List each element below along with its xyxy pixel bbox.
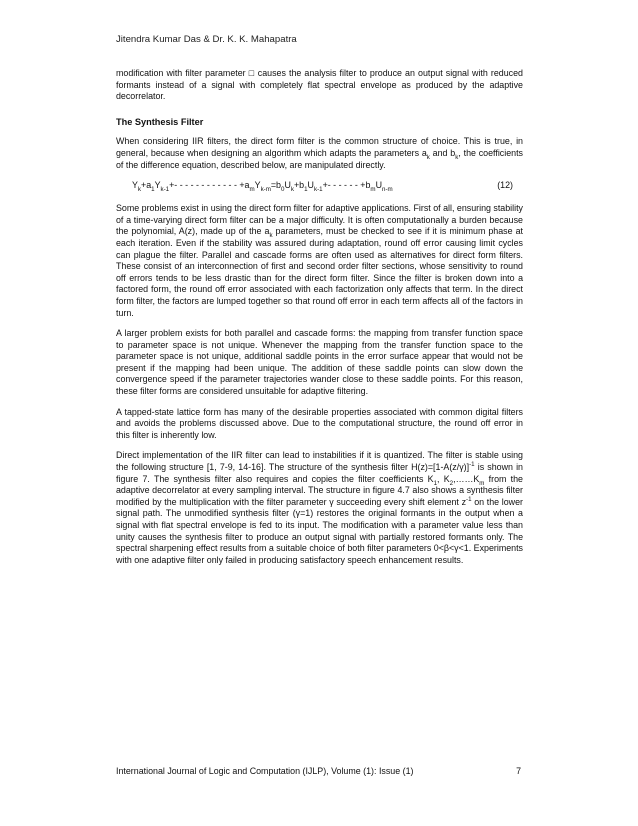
equation-body: $Y_k+a_1Y_{k-1}+-$ - - - - - - - - - - - $+a_mY_{k-m}=b_0U_k+b_1U_{k-1}+-$ - - - - - $+b_mU_{n-m}$ [132, 180, 393, 193]
paragraph-direct-form [116, 136, 523, 171]
paragraph-mapping: A larger problem exists for both parallel and cascade forms: the mapping from transfer function space to parameter space is not unique. Whenever the mapping from the transfer function space to the parameter space is not unique, additional saddle points in the error surface appear that would not be present if the mapping had been unique. The addition of these saddle points can slow down the convergence speed if the parameter trajectories wander close to these saddle points. For this reason, these filter forms are considered unsuitable for adaptive filtering. [116, 328, 523, 397]
para2-sub-k: k [269, 232, 273, 240]
para2-text-a: Some problems exist in using the direct form filter for adaptive applications. First of all, ensuring stability of a time-varying direct form filter can be a major difficulty. It is often computationally a burden because the polynomial, A(z), made up of the a [116, 203, 523, 237]
para5-sub-2: 2 [449, 479, 454, 487]
footer-journal: International Journal of Logic and Computation (IJLP), Volume (1): Issue (1) [116, 766, 414, 776]
para5-sup-inverse: -1 [469, 461, 475, 469]
para5-text-f: on the lower signal path. The unmodified synthesis filter (γ=1) restores the original formants in the output when a signal with flat spectral envelope is fed to its input. The modification with a parameter value less than unity causes the synthesis filter to produce an output signal with partially restored formants only. The spectral sharpening effect results from a suitable choice of both filter parameters 0<β<γ<1. Experiments with one adaptive filter only failed in producing satisfactory speech enhancement results. [116, 496, 523, 565]
para2-text-b: parameters, must be checked to see if it is minimum phase at each iteration. Even if the stability was assured during adaptation, round off error causing limit cycles can plague the filter. Parallel and cascade forms are often used as alternatives for direct form filters. These consist of an interconnection of first and second order filter sections, whose sensitivity to round off errors tends to be less drastic than for the direct form filter. Since the filter is broken down into a factored form, the round off error associated with each factorization only affects that term. In the direct form filter, the factors are lumped together so that round off error in each term affects all of the factors in turn. [116, 226, 523, 318]
para5-text-b: is shown in figure 7. The synthesis filter also requires and copies the filter coefficients K [116, 462, 523, 484]
para5-sub-m: m [479, 479, 485, 487]
para5-sup-z: -1 [466, 495, 472, 503]
para1-text-c: , the coefficients of the difference equation, described below, are manipulated directly. [116, 147, 523, 170]
para1-sub-k: k [426, 153, 430, 161]
intro-text-end: causes the analysis filter to produce an output signal with reduced formants instead of a signal with completely flat spectral envelope as produced by the adaptive decorrelator. [116, 68, 523, 102]
equation-12 [116, 180, 523, 192]
paragraph-stability [116, 203, 523, 319]
paragraph-implementation [116, 450, 523, 566]
para5-sub-1: 1 [433, 479, 438, 487]
running-footer [116, 766, 521, 776]
para1-text-a: When considering IIR filters, the direct form filter is the common structure of choice. This is true, in general, because when designing an algorithm which adapts the parameters a [116, 136, 523, 158]
running-header [116, 34, 297, 45]
para5-text-c: , K [437, 473, 450, 484]
para5-text-a: Direct implementation of the IIR filter can lead to instabilities if it is quantized. The filter is stable using the following structure [1, 7-9, 14-16]. The structure of the synthesis filter H(z)=[1-A(z/γ)] [116, 450, 523, 473]
equation-number: (12) [497, 180, 513, 191]
page-body [116, 68, 523, 575]
intro-paragraph [116, 68, 523, 103]
intro-text-start: modification with filter parameter [116, 68, 249, 78]
page-number: 7 [516, 766, 521, 776]
header-authors: Jitendra Kumar Das & Dr. K. K. Mahapatra [116, 34, 297, 45]
paragraph-lattice: A tapped-state lattice form has many of the desirable properties associated with common digital filters and avoids the problems discussed above. Due to the computational structure, the round off error in this filter is inherently low. [116, 406, 523, 440]
para1-sub-k2: k [455, 153, 459, 161]
para5-text-e: from the adaptive decorrelator at every sampling interval. The structure in figure 4.7 also shows a synthesis filter modified by the multiplication with the filter parameter γ succeeding every shift element z [116, 473, 523, 507]
para1-text-b: and b [429, 147, 456, 158]
para5-text-d: ,……K [453, 473, 480, 484]
missing-symbol-box: □ [248, 68, 255, 78]
section-heading: The Synthesis Filter [116, 116, 204, 127]
